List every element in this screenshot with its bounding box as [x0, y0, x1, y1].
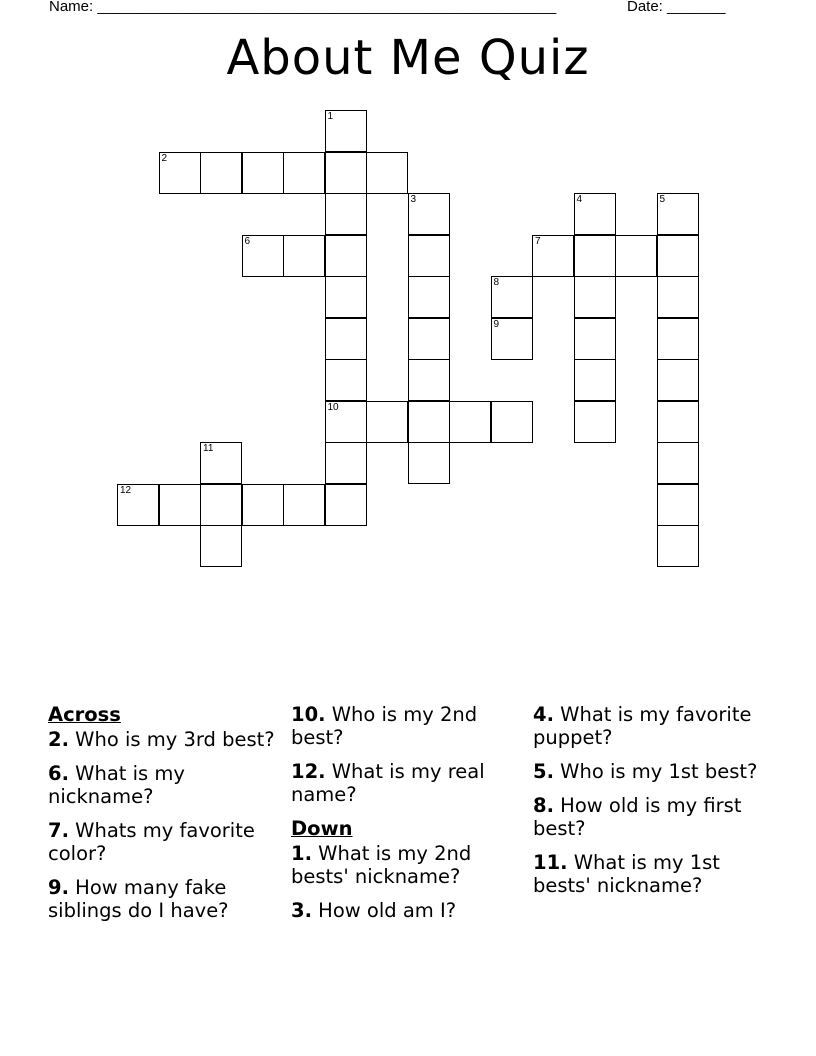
crossword-cell[interactable] — [325, 359, 367, 401]
crossword-cell[interactable] — [657, 276, 699, 318]
crossword-cell[interactable] — [200, 525, 242, 567]
crossword-cell[interactable] — [574, 401, 616, 443]
clue-number-label: 4 — [576, 194, 583, 205]
crossword-cell[interactable] — [657, 318, 699, 360]
crossword-cell[interactable] — [491, 276, 533, 318]
clues-column-3 — [533, 703, 763, 908]
clue-text: Who is my 2nd best? — [291, 703, 478, 749]
clue-item — [48, 819, 278, 865]
clue-number-label: 6 — [244, 235, 251, 247]
crossword-cell[interactable] — [657, 193, 699, 235]
clue-number-label: 3 — [410, 194, 417, 205]
crossword-cell[interactable] — [200, 442, 242, 484]
clue-number: 7. — [48, 819, 69, 842]
clue-number-label: 1 — [327, 111, 334, 122]
clue-text: Who is my 3rd best? — [68, 728, 275, 751]
crossword-cell[interactable] — [242, 484, 284, 526]
clue-number-label: 12 — [120, 484, 132, 496]
crossword-cell[interactable] — [491, 401, 533, 443]
down-clue-list — [291, 842, 521, 922]
clue-number-label: 2 — [161, 152, 168, 164]
clue-item — [48, 762, 278, 808]
crossword-cell[interactable] — [408, 276, 450, 318]
clue-text: Who is my 1st best? — [553, 760, 758, 783]
clue-text: What is my nickname? — [48, 762, 185, 808]
crossword-cell[interactable] — [408, 442, 450, 484]
clue-number: 4. — [533, 703, 554, 726]
clue-text: What is my 2nd bests' nickname? — [291, 842, 472, 888]
clue-number: 5. — [533, 760, 554, 783]
crossword-cell[interactable] — [532, 235, 574, 277]
clue-text: What is my real name? — [291, 760, 485, 806]
clue-item — [48, 876, 278, 922]
clue-text: Whats my favorite color? — [48, 819, 255, 865]
crossword-cell[interactable] — [657, 442, 699, 484]
date-field-label[interactable]: Date: _______ — [627, 0, 726, 15]
crossword-cell[interactable] — [408, 193, 450, 235]
clue-number: 2. — [48, 728, 69, 751]
crossword-cell[interactable] — [449, 401, 491, 443]
across-clue-list — [48, 728, 278, 922]
crossword-cell[interactable] — [159, 152, 201, 194]
crossword-cell[interactable] — [657, 359, 699, 401]
down-heading: Down — [291, 817, 353, 840]
crossword-cell[interactable] — [283, 235, 325, 277]
crossword-cell[interactable] — [408, 401, 450, 443]
crossword-cell[interactable] — [242, 235, 284, 277]
crossword-cell[interactable] — [117, 484, 159, 526]
crossword-cell[interactable] — [325, 484, 367, 526]
crossword-cell[interactable] — [366, 152, 408, 194]
crossword-cell[interactable] — [283, 484, 325, 526]
clue-item — [291, 703, 521, 749]
crossword-cell[interactable] — [408, 235, 450, 277]
clue-item — [533, 851, 763, 897]
crossword-cell[interactable] — [325, 276, 367, 318]
clue-item — [533, 760, 763, 783]
crossword-cell[interactable] — [408, 318, 450, 360]
crossword-cell[interactable] — [657, 484, 699, 526]
clue-item — [533, 703, 763, 749]
crossword-cell[interactable] — [574, 318, 616, 360]
down-clue-list-continued — [533, 703, 763, 897]
crossword-cell[interactable] — [325, 193, 367, 235]
clue-number: 3. — [291, 899, 312, 922]
crossword-cell[interactable] — [574, 276, 616, 318]
crossword-cell[interactable] — [283, 152, 325, 194]
crossword-cell[interactable] — [325, 442, 367, 484]
crossword-cell[interactable] — [408, 359, 450, 401]
across-heading: Across — [48, 703, 121, 726]
crossword-cell[interactable] — [574, 359, 616, 401]
crossword-cell[interactable] — [159, 484, 201, 526]
clue-text: What is my 1st bests' nickname? — [533, 851, 720, 897]
clue-text: How old is my first best? — [533, 794, 742, 840]
crossword-cell[interactable] — [615, 235, 657, 277]
crossword-cell[interactable] — [325, 401, 367, 443]
crossword-cell[interactable] — [325, 110, 367, 152]
crossword-cell[interactable] — [242, 152, 284, 194]
crossword-cell[interactable] — [366, 401, 408, 443]
clues-column-1 — [48, 703, 278, 933]
crossword-cell[interactable] — [200, 152, 242, 194]
clue-number: 6. — [48, 762, 69, 785]
clue-text: How old am I? — [311, 899, 457, 922]
clue-item — [291, 842, 521, 888]
clue-number-label: 11 — [203, 443, 214, 454]
crossword-cell[interactable] — [200, 484, 242, 526]
crossword-cell[interactable] — [657, 401, 699, 443]
clue-number-label: 5 — [659, 194, 666, 205]
clue-number: 11. — [533, 851, 568, 874]
clue-item — [48, 728, 278, 751]
clue-number-label: 9 — [493, 318, 500, 330]
crossword-cell[interactable] — [574, 193, 616, 235]
clues-column-2 — [291, 703, 521, 933]
crossword-cell[interactable] — [325, 152, 367, 194]
clue-item — [291, 899, 521, 922]
crossword-cell[interactable] — [325, 318, 367, 360]
clue-text: What is my favorite puppet? — [533, 703, 752, 749]
name-field-label[interactable]: Name: _______________________________________________________ — [49, 0, 557, 15]
crossword-cell[interactable] — [491, 318, 533, 360]
clue-number: 8. — [533, 794, 554, 817]
clue-text: How many fake siblings do I have? — [48, 876, 229, 922]
crossword-cell[interactable] — [657, 525, 699, 567]
clue-number-label: 7 — [535, 235, 541, 247]
crossword-cell[interactable] — [574, 235, 616, 277]
clue-number: 9. — [48, 876, 69, 899]
clue-number-label: 10 — [327, 401, 339, 413]
clue-number: 12. — [291, 760, 326, 783]
clue-item — [291, 760, 521, 806]
clue-number: 1. — [291, 842, 312, 865]
clue-number: 10. — [291, 703, 326, 726]
page-title: About Me Quiz — [226, 30, 590, 86]
crossword-cell[interactable] — [657, 235, 699, 277]
clue-number-label: 8 — [493, 277, 500, 288]
crossword-cell[interactable] — [325, 235, 367, 277]
across-clue-list-continued — [291, 703, 521, 806]
clue-item — [533, 794, 763, 840]
